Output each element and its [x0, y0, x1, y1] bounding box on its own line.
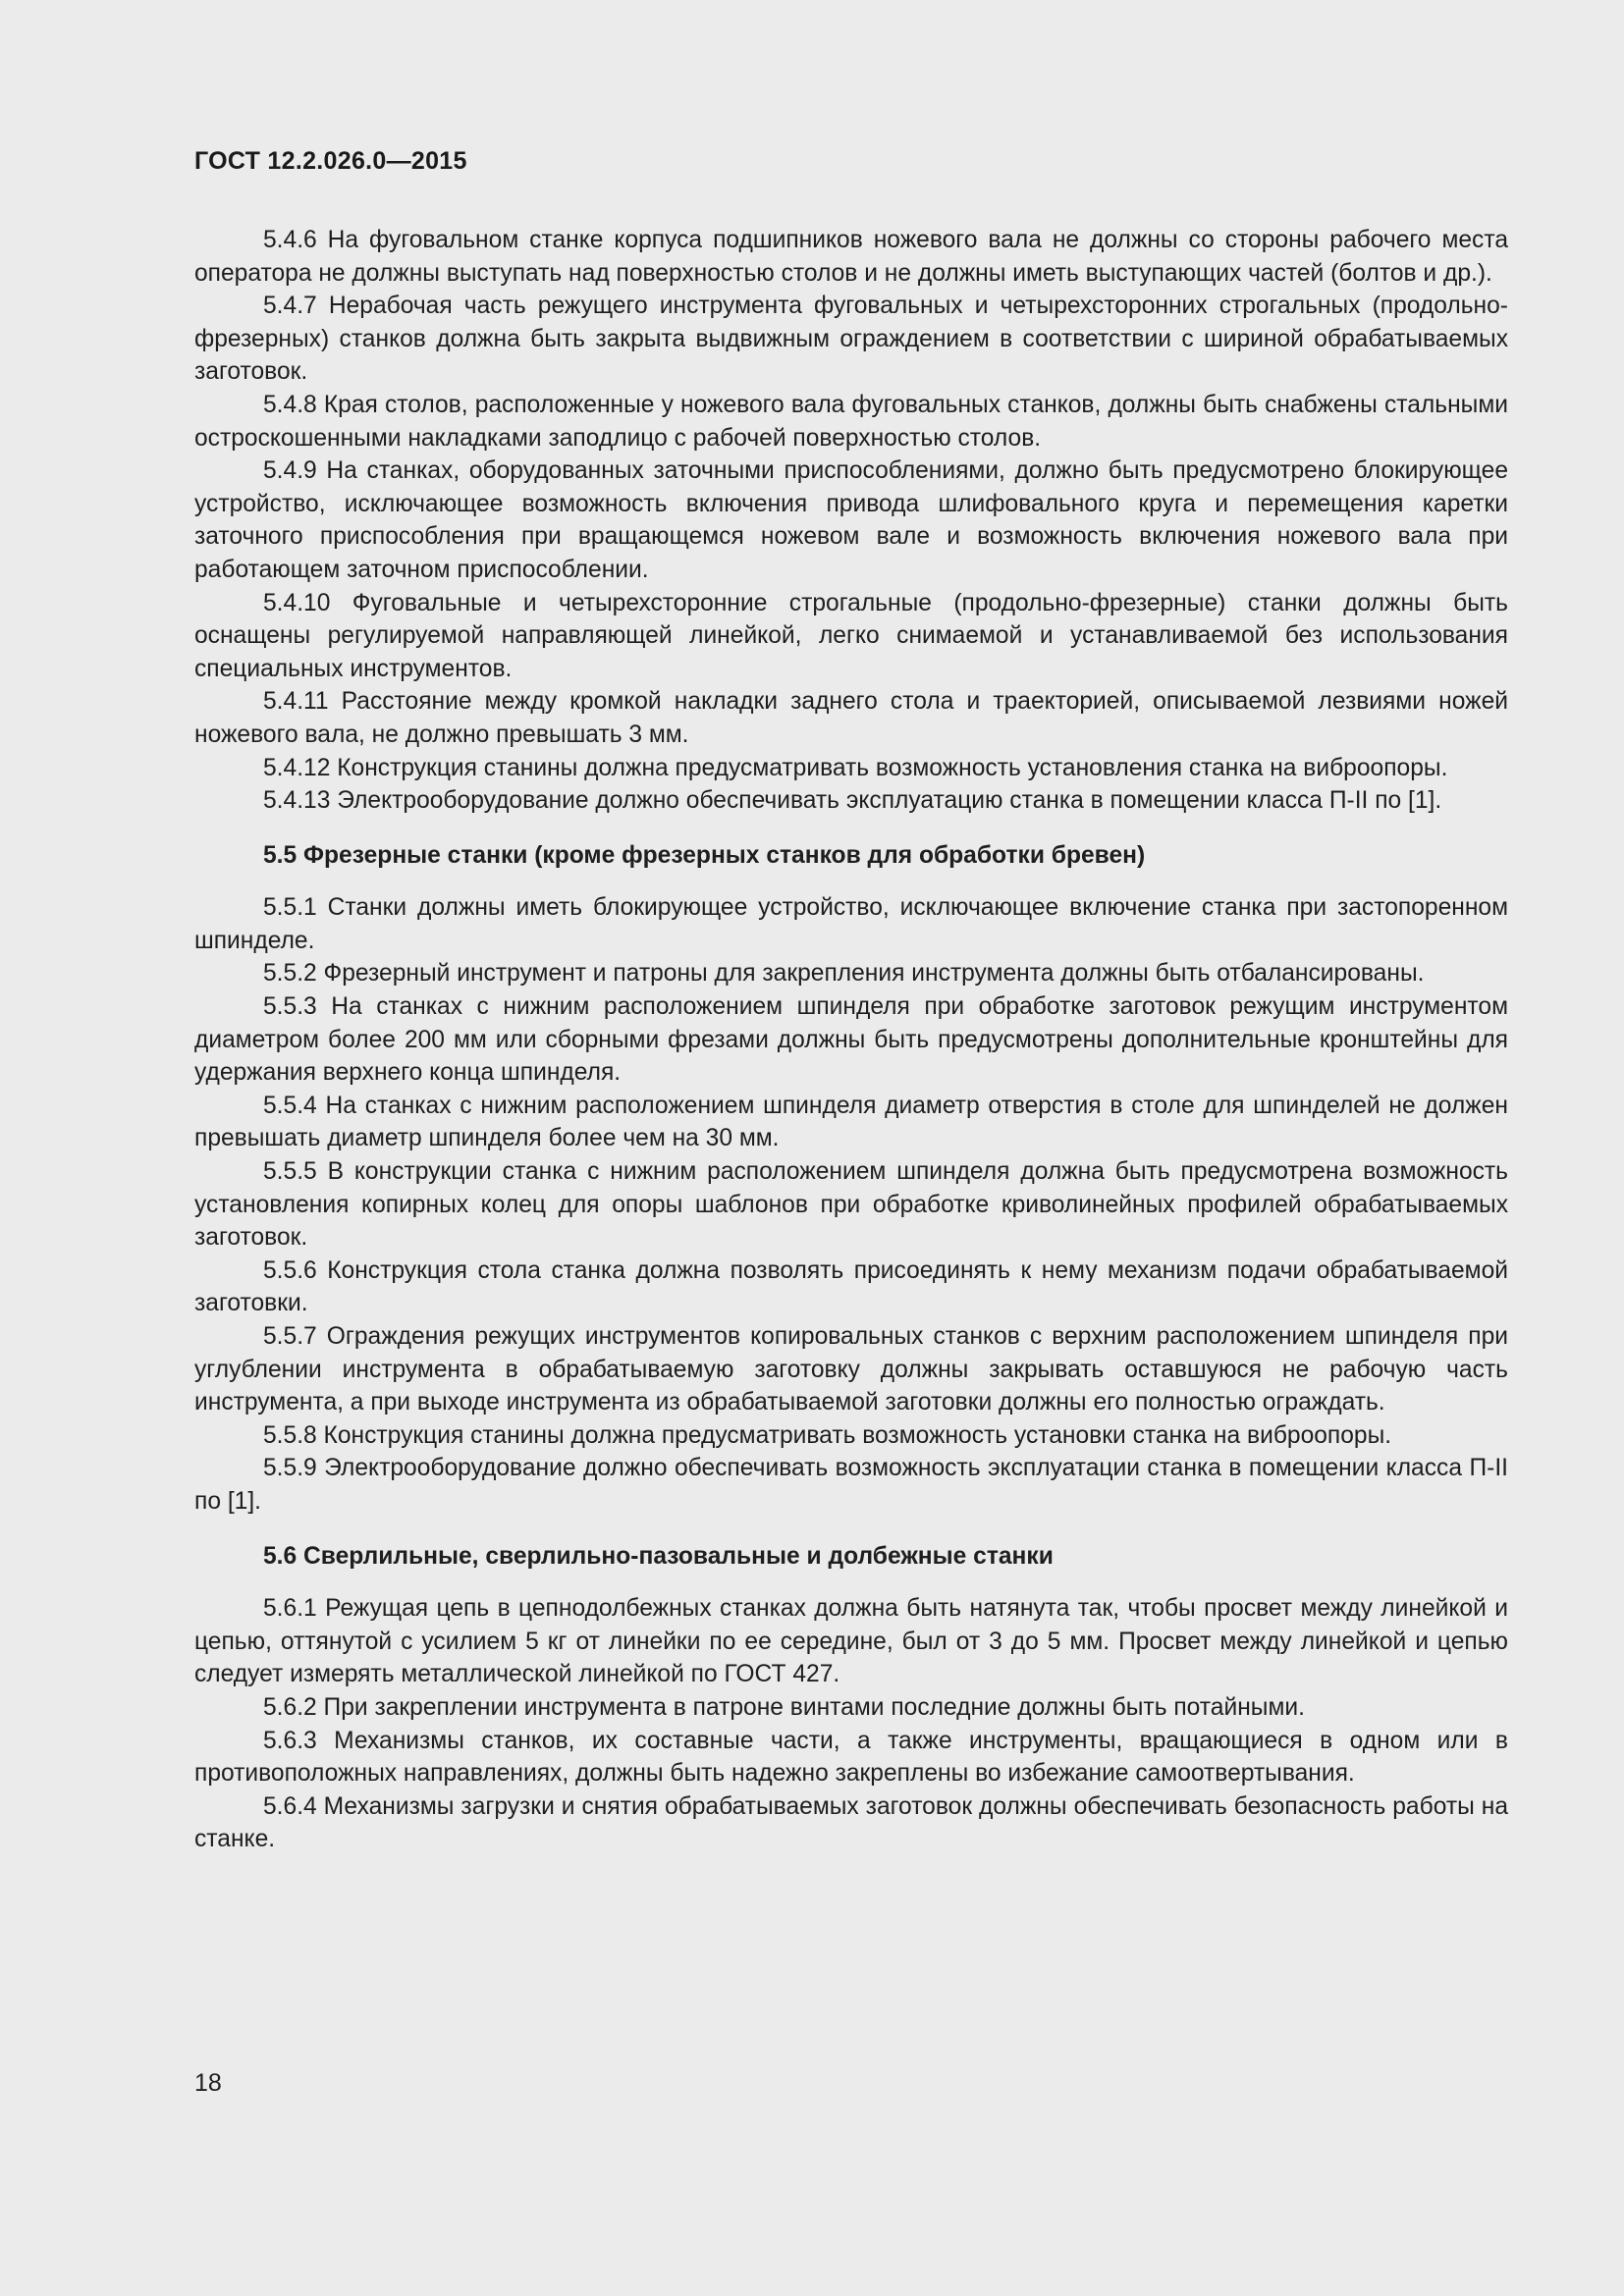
paragraph-5-4-12: 5.4.12 Конструкция станины должна предусматривать возможность установления станка на виброопоры. [263, 754, 1448, 781]
paragraph-5-5-5: 5.5.5 В конструкции станка с нижним расположением шпинделя должна быть предусмотрена возможность установления копирных колец для опоры шаблонов при обработке криволинейных профилей обрабатываемых заготовок. [194, 1158, 1508, 1252]
page-number: 18 [194, 2069, 222, 2097]
paragraph-5-4-8: 5.4.8 Края столов, расположенные у ножевого вала фуговальных станков, должны быть снабжены стальными остроскошенными накладками заподлицо с рабочей поверхностью столов. [194, 391, 1508, 452]
document-body [194, 224, 1508, 1856]
paragraph-5-5-2: 5.5.2 Фрезерный инструмент и патроны для закрепления инструмента должны быть отбалансированы. [263, 960, 1425, 988]
paragraph-5-5-3: 5.5.3 На станках с нижним расположением шпинделя при обработке заготовок режущим инструментом диаметром более 200 мм или сборными фрезами должны быть предусмотрены дополнительные кронштейны для удержания верхнего конца шпинделя. [194, 993, 1508, 1087]
paragraph-5-6-1: 5.6.1 Режущая цепь в цепнодолбежных станках должна быть натянута так, чтобы просвет между линейкой и цепью, оттянутой с усилием 5 кг от линейки по ее середине, был от 3 до 5 мм. Просвет между линейкой и цепью следует измерять металлической линейкой по ГОСТ 427. [194, 1595, 1508, 1688]
paragraph-5-4-6: 5.4.6 На фуговальном станке корпуса подшипников ножевого вала не должны со стороны рабочего места оператора не должны выступать над поверхностью столов и не должны иметь выступающих частей (болтов и др.). [194, 227, 1508, 287]
paragraph-5-6-2: 5.6.2 При закреплении инструмента в патроне винтами последние должны быть потайными. [263, 1693, 1305, 1721]
section-title-5-5: 5.5 Фрезерные станки (кроме фрезерных станков для обработки бревен) [263, 841, 1146, 869]
section-title-5-6: 5.6 Сверлильные, сверлильно-пазовальные и долбежные станки [263, 1542, 1054, 1570]
paragraph-5-4-9: 5.4.9 На станках, оборудованных заточными приспособлениями, должно быть предусмотрено блокирующее устройство, исключающее возможность включения привода шлифовального круга и перемещения каретки заточного приспособления при вращающемся ножевом вале и возможность включения ножевого вала при работающем заточном приспособлении. [194, 457, 1508, 583]
paragraph-5-5-6: 5.5.6 Конструкция стола станка должна позволять присоединять к нему механизм подачи обрабатываемой заготовки. [194, 1256, 1508, 1317]
paragraph-5-5-4: 5.5.4 На станках с нижним расположением шпинделя диаметр отверстия в столе для шпинделей не должен превышать диаметр шпинделя более чем на 30 мм. [194, 1092, 1508, 1152]
paragraph-5-5-7: 5.5.7 Ограждения режущих инструментов копировальных станков с верхним расположением шпинделя при углублении инструмента в обрабатываемую заготовку должны закрывать оставшуюся не рабочую часть инструмента, а при выходе инструмента из обрабатываемой заготовки должны его полностью ограждать. [194, 1323, 1508, 1416]
paragraph-5-4-11: 5.4.11 Расстояние между кромкой накладки заднего стола и траекторией, описываемой лезвиями ножей ножевого вала, не должно превышать 3 мм. [194, 688, 1508, 748]
paragraph-5-5-8: 5.5.8 Конструкция станины должна предусматривать возможность установки станка на виброопоры. [263, 1421, 1392, 1449]
paragraph-5-6-4: 5.6.4 Механизмы загрузки и снятия обрабатываемых заготовок должны обеспечивать безопасность работы на станке. [194, 1792, 1508, 1853]
paragraph-5-6-3: 5.6.3 Механизмы станков, их составные части, а также инструменты, вращающиеся в одном или в противоположных направлениях, должны быть надежно закреплены во избежание самоотвертывания. [194, 1727, 1508, 1788]
paragraph-5-4-10: 5.4.10 Фуговальные и четырехсторонние строгальные (продольно-фрезерные) станки должны быть оснащены регулируемой направляющей линейкой, легко снимаемой и устанавливаемой без использования специальных инструментов. [194, 589, 1508, 682]
paragraph-5-5-1: 5.5.1 Станки должны иметь блокирующее устройство, исключающее включение станка при застопоренном шпинделе. [194, 894, 1508, 954]
document-header: ГОСТ 12.2.026.0—2015 [194, 147, 467, 175]
paragraph-5-5-9: 5.5.9 Электрооборудование должно обеспечивать возможность эксплуатации станка в помещении класса П-II по [1]. [194, 1455, 1508, 1515]
paragraph-5-4-13: 5.4.13 Электрооборудование должно обеспечивать эксплуатацию станка в помещении класса П-II по [1]. [263, 787, 1442, 815]
paragraph-5-4-7: 5.4.7 Нерабочая часть режущего инструмента фуговальных и четырехсторонних строгальных (продольно-фрезерных) станков должна быть закрыта выдвижным ограждением в соответствии с шириной обрабатываемых заготовок. [194, 293, 1508, 386]
